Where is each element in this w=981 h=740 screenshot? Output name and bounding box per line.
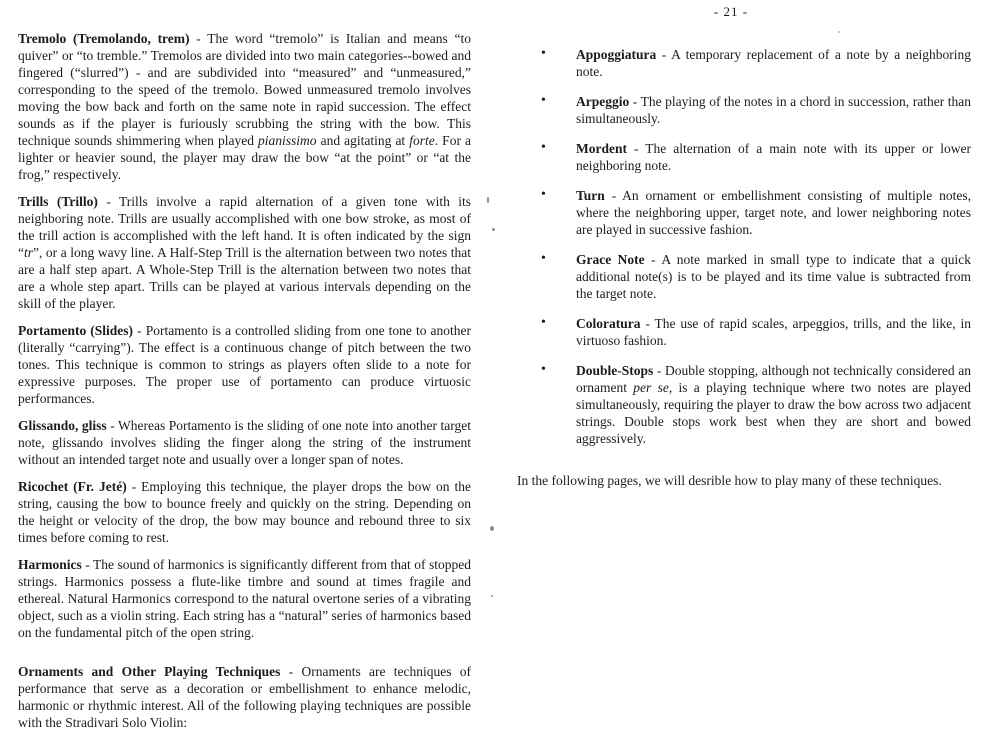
- text-segment: ”, or a long wavy line. A Half-Step Trill is the alternation between two notes that are a half step apart. A Whole-Step Trill is the alternation between two notes that are a whole step apart. Trills can be played at various intervals depending on the skill of the player.: [18, 245, 471, 311]
- scan-speck: [487, 197, 489, 203]
- bullet-icon: •: [541, 46, 546, 61]
- bullet-icon: •: [541, 93, 546, 108]
- text-segment: - The playing of the notes in a chord in succession, rather than simultaneously.: [576, 94, 971, 126]
- text-segment: - A temporary replacement of a note by a neighboring note.: [576, 47, 971, 79]
- term-label: Glissando, gliss: [18, 418, 107, 433]
- text-segment: - Employing this technique, the player drops the bow on the string, causing the bow to bounce freely and quickly on the string. Depending on the height or velocity of the drop, the bow may bounce and rebound three to six times before coming to rest.: [18, 479, 472, 545]
- term-label: Appoggiatura: [576, 47, 657, 62]
- bullet-icon: •: [541, 315, 546, 330]
- scan-speck: [492, 228, 495, 231]
- paragraph-portamento: [18, 322, 471, 407]
- closing-line: In the following pages, we will desrible how to play many of these techniques.: [517, 473, 942, 488]
- bullet-item-turn: [517, 187, 971, 238]
- scan-speck: [491, 595, 493, 597]
- text-segment: - Portamento is a controlled sliding from one tone to another (literally “carrying”). The effect is a continuous change of pitch between the two tones. This technique is common to strings as players often slide to a note for expressive purposes. The proper use of portamento can produce virtuosic performances.: [18, 323, 471, 406]
- text-segment: - The word “tremolo” is Italian and means “to quiver” or “to tremble.” Tremolos are divided into two main categories--bowed and fingered (“slurred”) - and are subdivided into “measured” and “unmeasured,” corresponding to the speed of the tremolo. Bowed unmeasured tremolo involves moving the bow back and forth on the same note in rapid succession. The effect sounds as if the player is furiously scrubbing the string with the bow. This technique sounds shimmering when played: [18, 31, 471, 148]
- bullet-item-arpeggio: [517, 93, 971, 127]
- bullet-item-mordent: [517, 140, 971, 174]
- text-segment: - The alternation of a main note with its upper or lower neighboring note.: [576, 141, 971, 173]
- paragraph-trills: [18, 193, 471, 312]
- text-segment: - Whereas Portamento is the sliding of one note into another target note, glissando involves sliding the finger along the string of the instrument without an intended target note and usually over a longer span of notes.: [18, 418, 471, 467]
- text-segment: . For a lighter or heavier sound, the player may draw the bow “at the point” or “at the frog,” respectively.: [18, 133, 471, 182]
- bullet-item-double-stops: [517, 362, 971, 447]
- italic-text-segment: tr: [24, 245, 34, 260]
- paragraph-harmonics: [18, 556, 471, 641]
- bullet-icon: •: [541, 251, 546, 266]
- scan-speck: [838, 31, 840, 33]
- term-label: Mordent: [576, 141, 627, 156]
- term-label: Ornaments and Other Playing Techniques: [18, 664, 281, 679]
- text-segment: - A note marked in small type to indicate that a quick additional note(s) is to be played and its time value is subtracted from the target note.: [576, 252, 971, 301]
- term-label: Turn: [576, 188, 605, 203]
- right-column: [517, 46, 971, 489]
- text-segment: - An ornament or embellishment consisting of multiple notes, where the neighboring upper, target note, and lower neighboring notes are played in successive fashion.: [576, 188, 971, 237]
- italic-text-segment: pianissimo: [258, 133, 317, 148]
- scan-speck: [490, 526, 494, 531]
- text-segment: and agitating at: [316, 133, 410, 148]
- italic-text-segment: per se: [633, 380, 669, 395]
- term-label: Harmonics: [18, 557, 82, 572]
- text-segment: - Double stopping, although not technically considered an ornament: [576, 363, 971, 395]
- text-segment: , is a playing technique where two notes are played simultaneously, requiring the player to draw the bow across two adjacent strings. Double stops work best when they are short and bowed aggressively.: [576, 380, 972, 446]
- page-number: - 21 -: [713, 4, 749, 19]
- left-column: [18, 30, 471, 740]
- term-label: Portamento (Slides): [18, 323, 134, 338]
- ornament-list: [517, 46, 971, 447]
- text-segment: - The use of rapid scales, arpeggios, trills, and the like, in virtuoso fashion.: [576, 316, 971, 348]
- term-label: Ricochet (Fr. Jeté): [18, 479, 127, 494]
- text-segment: - Ornaments are techniques of performance that serve as a decoration or embellishment to enhance melodic, harmonic or rhythmic interest. All of the following playing techniques are possible with the Stradivari Solo Violin:: [18, 664, 472, 730]
- paragraph-tremolo: [18, 30, 471, 183]
- bullet-item-coloratura: [517, 315, 971, 349]
- bullet-item-grace-note: [517, 251, 971, 302]
- term-label: Tremolo (Tremolando, trem): [18, 31, 190, 46]
- term-label: Double-Stops: [576, 363, 654, 378]
- text-segment: - Trills involve a rapid alternation of a given tone with its neighboring note. Trills are usually accomplished with one bow stroke, as most of the trill action is accomplished with the left hand. It is often indicated by the sign “: [18, 194, 471, 260]
- italic-text-segment: forte: [409, 133, 435, 148]
- term-label: Grace Note: [576, 252, 645, 267]
- text-segment: - The sound of harmonics is significantly different from that of stopped strings. Harmonics possess a flute-like timbre and sound at times fragile and ethereal. Natural Harmonics correspond to the natural overtone series of a vibrating object, such as a violin string. Each string has a “natural” series of harmonics based on the fundamental pitch of the open string.: [18, 557, 471, 640]
- term-label: Coloratura: [576, 316, 641, 331]
- term-label: Trills (Trillo): [18, 194, 98, 209]
- bullet-icon: •: [541, 140, 546, 155]
- paragraph-ornaments: [18, 663, 471, 731]
- paragraph-glissando: [18, 417, 471, 468]
- bullet-icon: •: [541, 187, 546, 202]
- term-label: Arpeggio: [576, 94, 630, 109]
- bullet-icon: •: [541, 362, 546, 377]
- paragraph-ricochet: [18, 478, 471, 546]
- bullet-item-appoggiatura: [517, 46, 971, 80]
